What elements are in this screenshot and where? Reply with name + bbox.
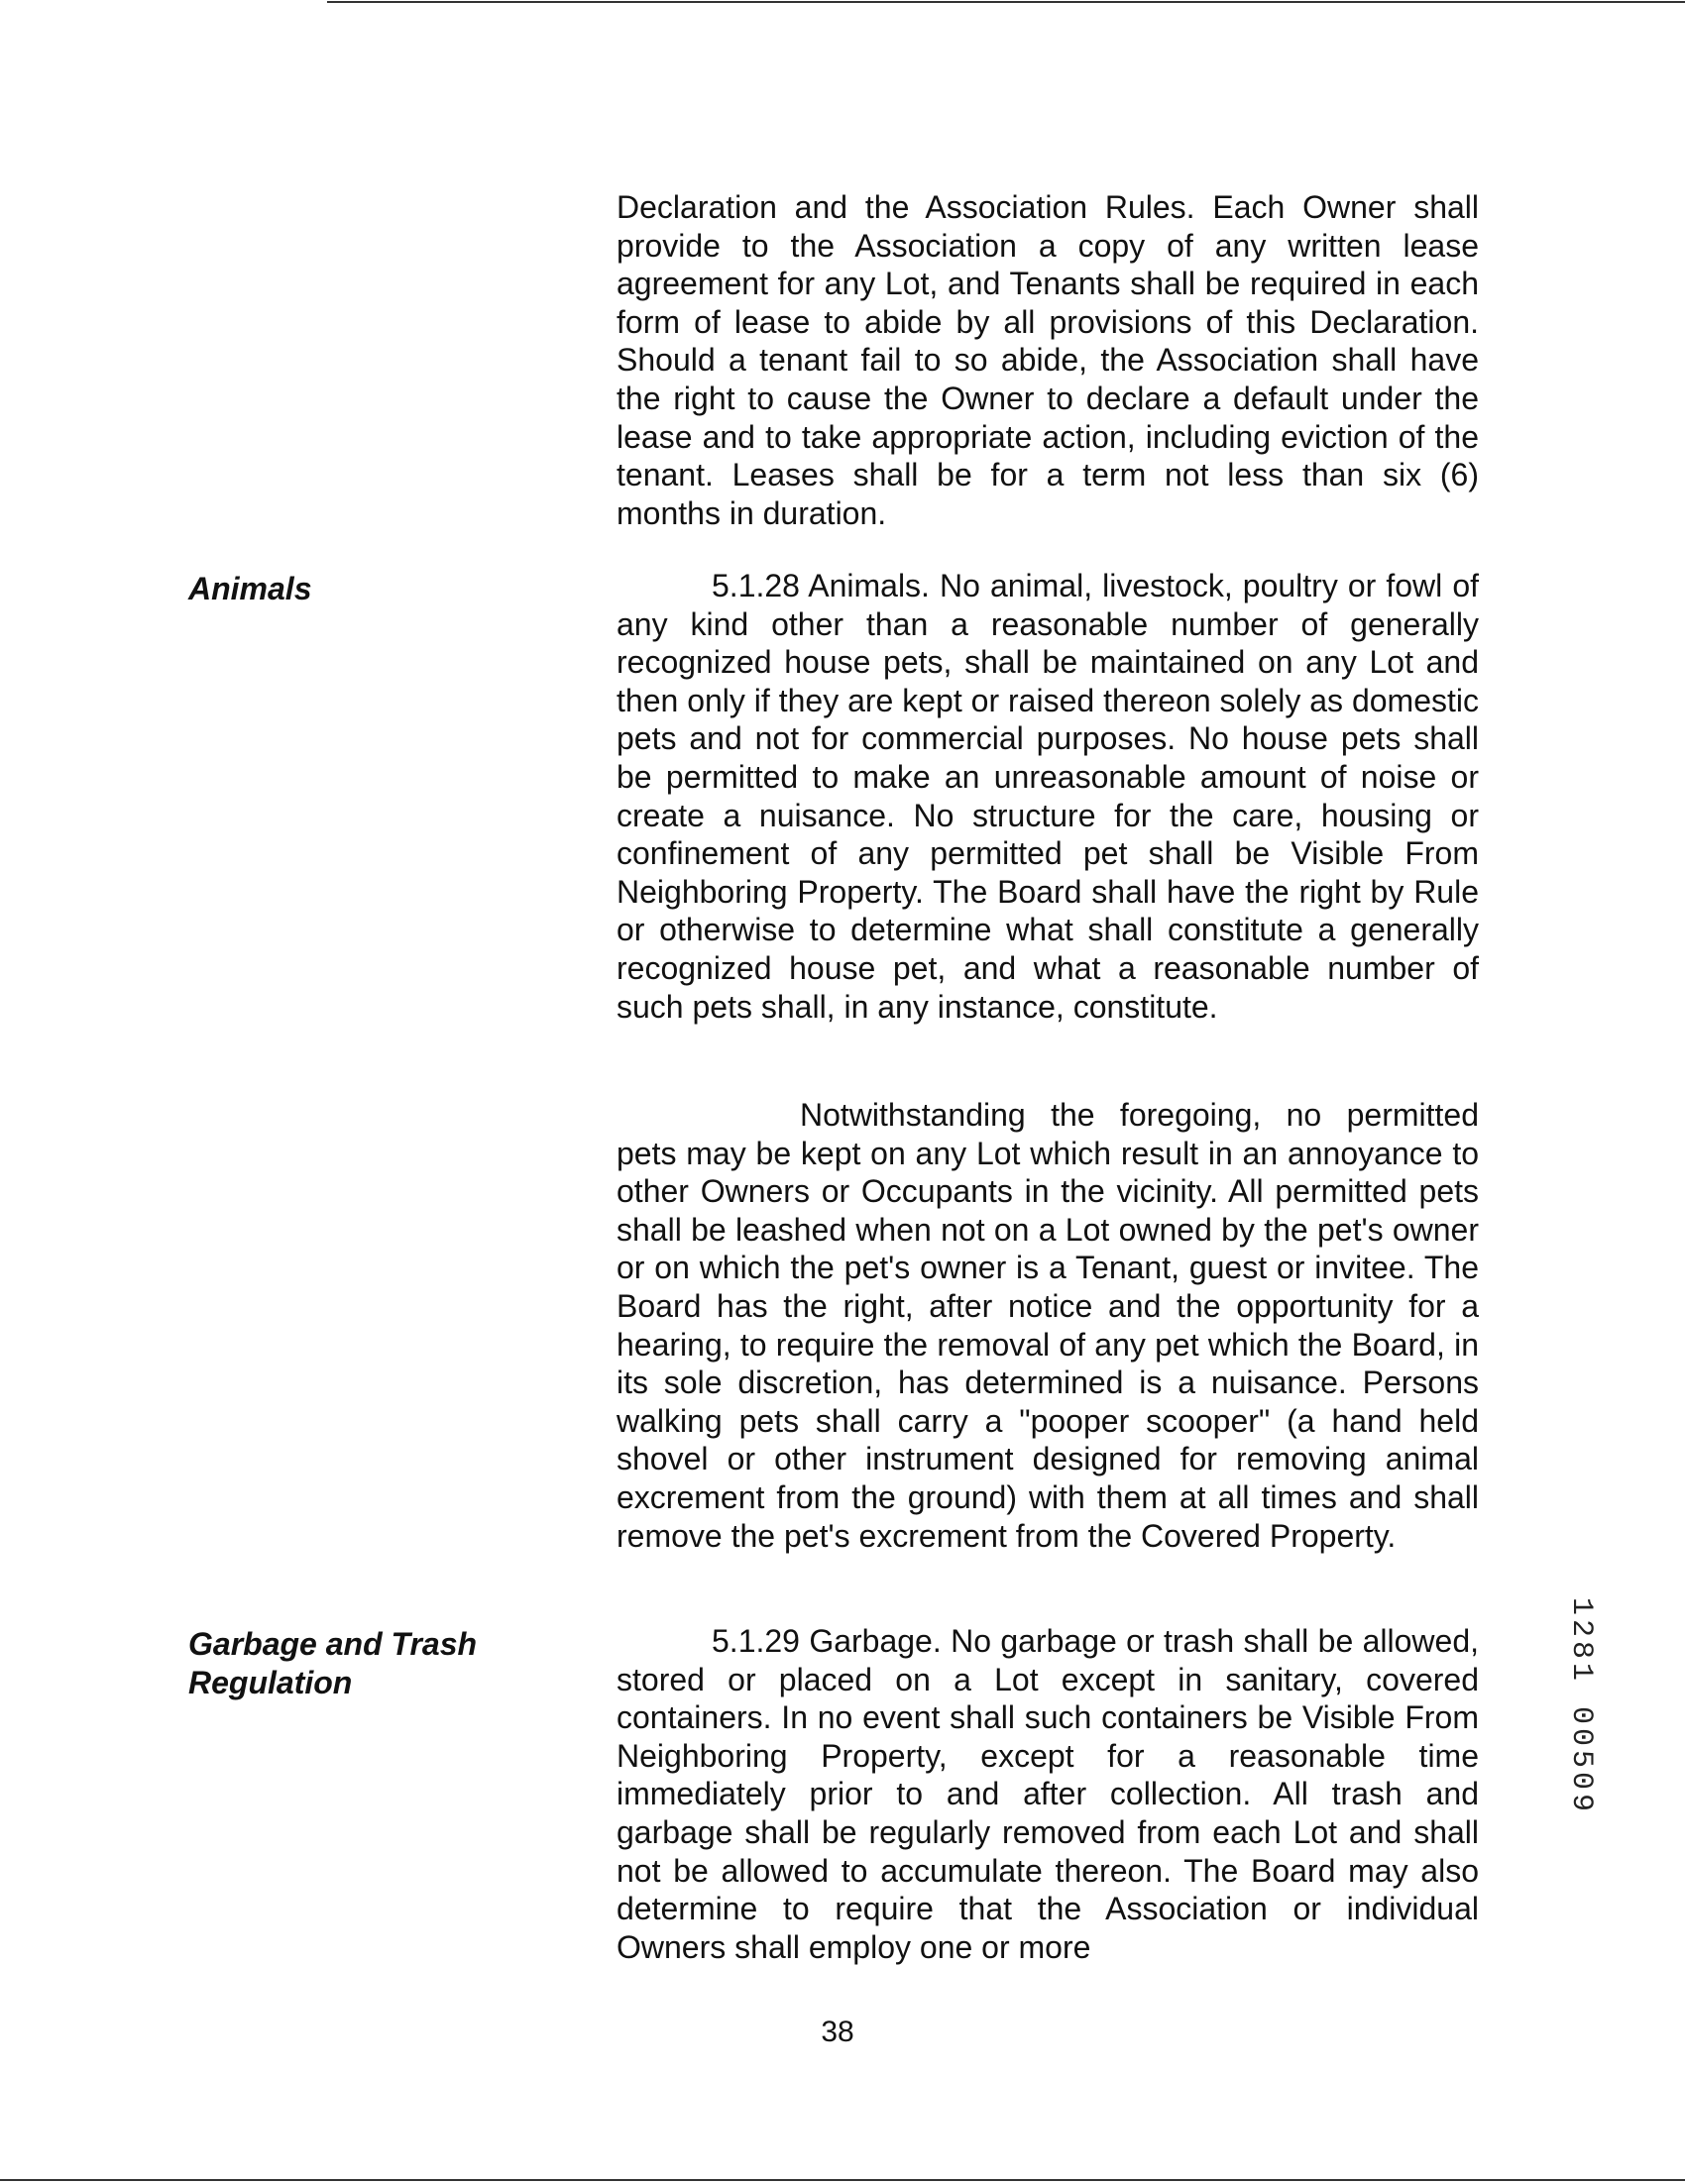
heading-garbage-line-2: Regulation — [188, 1665, 353, 1700]
heading-garbage-and-trash-regulation — [188, 1625, 477, 1702]
recording-stamp: 1281 00509 — [1564, 1597, 1598, 1816]
heading-garbage-line-1: Garbage and Trash — [188, 1626, 478, 1662]
scan-border-top — [327, 1, 1685, 3]
paragraph-garbage: 5.1.29 Garbage. No garbage or trash shall be allowed, stored or placed on a Lot except in sanitary, covered containers. In no event shall such containers be Visible From Neighboring Property, except for a reasonable time immediately prior to and after collection. All trash and garbage shall be regularly removed from each Lot and shall not be allowed to accumulate thereon. The Board may also determine to require that the Association or individual Owners shall employ one or more — [617, 1623, 1479, 1965]
scan-border-bottom — [0, 2179, 1685, 2181]
heading-animals: Animals — [188, 571, 312, 606]
page-number: 38 — [821, 2016, 854, 2048]
paragraph-animals: 5.1.28 Animals. No animal, livestock, poultry or fowl of any kind other than a reasonable number of generally recognized house pets, shall be maintained on any Lot and then only if they are kept or raised thereon solely as domestic pets and not for commercial purposes. No house pets shall be permitted to make an unreasonable amount of noise or create a nuisance. No structure for the care, housing or confinement of any permitted pet shall be Visible From Neighboring Property. The Board shall have the right by Rule or otherwise to determine what shall constitute a generally recognized house pet, and what a reasonable number of such pets shall, in any instance, constitute. — [617, 568, 1479, 1025]
paragraph-leasing-continuation: Declaration and the Association Rules. Each Owner shall provide to the Association a copy of any written lease agreement for any Lot, and Tenants shall be required in each form of lease to abide by all provisions of this Declaration. Should a tenant fail to so abide, the Association shall have the right to cause the Owner to declare a default under the lease and to take appropriate action, including eviction of the tenant. Leases shall be for a term not less than six (6) months in duration. — [617, 189, 1479, 531]
paragraph-animals-notwithstanding: Notwithstanding the foregoing, no permitted pets may be kept on any Lot which result in an annoyance to other Owners or Occupants in the vicinity. All permitted pets shall be leashed when not on a Lot owned by the pet's owner or on which the pet's owner is a Tenant, guest or invitee. The Board has the right, after notice and the opportunity for a hearing, to require the removal of any pet which the Board, in its sole discretion, has determined is a nuisance. Persons walking pets shall carry a "pooper scooper" (a hand held shovel or other instrument designed for removing animal excrement from the ground) with them at all times and shall remove the pet's excrement from the Covered Property. — [617, 1097, 1479, 1554]
